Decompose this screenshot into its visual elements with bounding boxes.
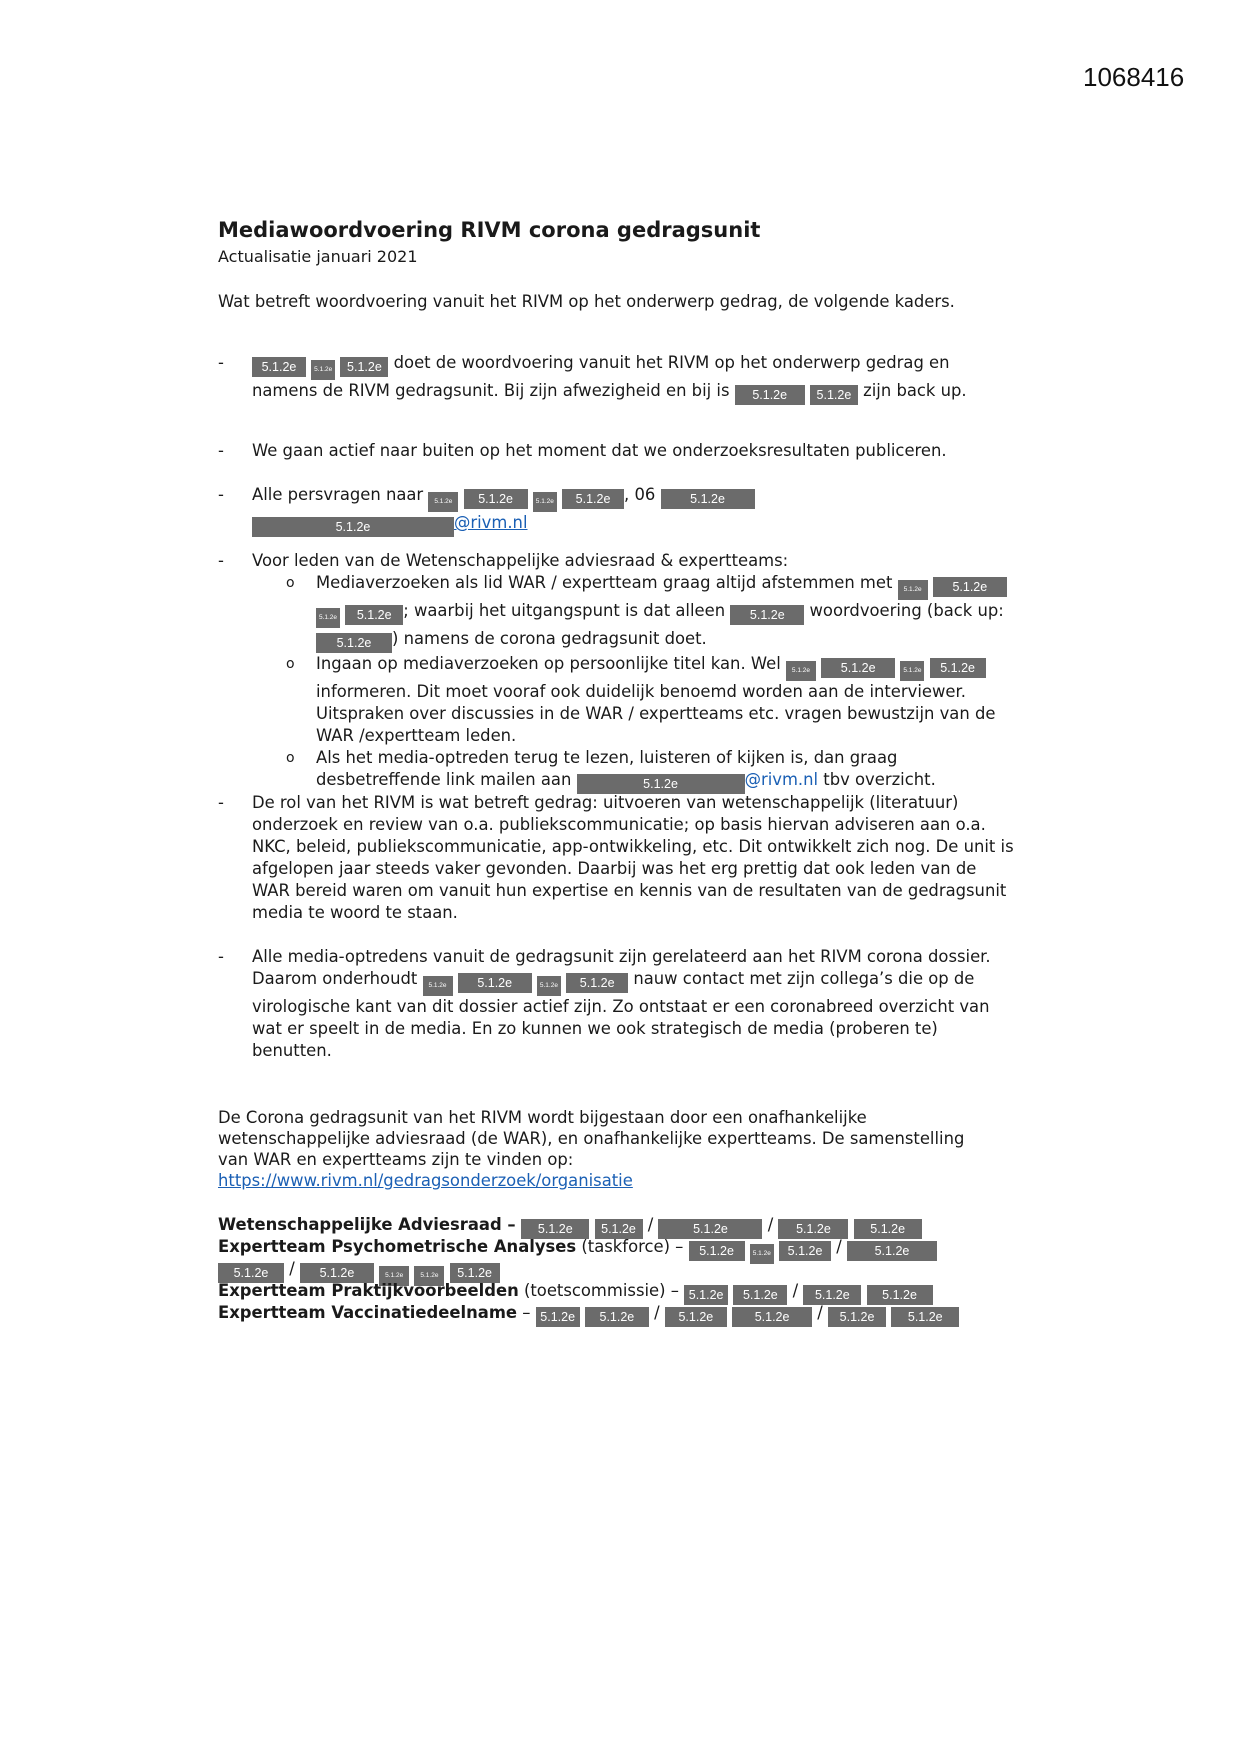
redaction-block: 5.1.2e: [854, 1219, 922, 1239]
redaction-block: 5.1.2e: [661, 489, 755, 509]
page-title: Mediawoordvoering RIVM corona gedragsunit: [218, 218, 761, 242]
list-item-members: [218, 550, 1018, 794]
team-practice: Expertteam Praktijkvoorbeelden (toetscommissie) – 5.1.2e 5.1.2e / 5.1.2e 5.1.2e: [218, 1280, 959, 1302]
redaction-block: 5.1.2e: [730, 605, 804, 625]
redaction-block: 5.1.2e: [786, 661, 816, 681]
list-dash: -: [218, 551, 224, 570]
members-list: [218, 1214, 959, 1324]
redaction-block: 5.1.2e: [803, 1285, 861, 1305]
list-dash: -: [218, 485, 224, 504]
redaction-block: 5.1.2e: [867, 1285, 933, 1305]
list-item-role: [218, 792, 1018, 924]
closing-paragraph: De Corona gedragsunit van het RIVM wordt bijgestaan door een onafhankelijke wetenschappelijke adviesraad (de WAR), en onafhankelijke expertteams. De samenstelling van WAR en expertteams zijn te vinden op:: [218, 1108, 965, 1169]
redaction-block: 5.1.2e: [898, 580, 928, 600]
redaction-block: 5.1.2e: [340, 357, 388, 377]
redaction-block: 5.1.2e: [562, 489, 624, 509]
item-text: We gaan actief naar buiten op het moment dat we onderzoeksresultaten publiceren.: [252, 441, 947, 460]
redaction-block: 5.1.2e: [732, 1307, 812, 1327]
redaction-block: 5.1.2e: [733, 1285, 787, 1305]
redaction-block: 5.1.2e: [521, 1219, 589, 1239]
redaction-block: 5.1.2e: [252, 517, 454, 537]
redaction-block: 5.1.2e: [735, 385, 805, 405]
team-psychometric-continued: 5.1.2e / 5.1.2e 5.1.2e 5.1.2e 5.1.2e: [218, 1258, 959, 1280]
redaction-block: 5.1.2e: [252, 357, 306, 377]
list-dash: -: [218, 353, 224, 372]
team-war: Wetenschappelijke Adviesraad – 5.1.2e 5.1.2e / 5.1.2e / 5.1.2e 5.1.2e: [218, 1214, 959, 1236]
item-text: Voor leden van de Wetenschappelijke adviesraad & expertteams:: [252, 551, 789, 570]
list-item-active: [218, 440, 1018, 462]
list-dash: -: [218, 441, 224, 460]
email-link[interactable]: @rivm.nl: [454, 513, 528, 532]
redaction-block: 5.1.2e: [458, 973, 532, 993]
redaction-block: 5.1.2e: [533, 492, 557, 512]
redaction-block: 5.1.2e: [316, 633, 392, 653]
redaction-block: 5.1.2e: [450, 1263, 500, 1283]
redaction-block: 5.1.2e: [536, 1307, 580, 1327]
redaction-block: 5.1.2e: [684, 1285, 728, 1305]
redaction-block: 5.1.2e: [847, 1241, 937, 1261]
sub-item: o Mediaverzoeken als lid WAR / expertteam graag altijd afstemmen met 5.1.2e 5.1.2e 5.1.2e 5.1.2e ; waarbij het uitgangspunt is dat alleen 5.1.2e woordvoering (back up: 5.1.2e ) namens de corona gedragsunit doet.: [316, 572, 1018, 653]
sub-item: o Ingaan op mediaverzoeken op persoonlijke titel kan. Wel 5.1.2e 5.1.2e 5.1.2e 5.1.2e informeren. Dit moet vooraf ook duidelijk benoemd worden aan de interviewer. Uitspraken over discussies in de WAR / expertteams etc. vragen bewustzijn van de WAR /expertteam leden.: [286, 654, 996, 745]
redaction-block: 5.1.2e: [658, 1219, 762, 1239]
item-text: zijn back up.: [857, 381, 967, 400]
redaction-block: 5.1.2e: [464, 489, 528, 509]
redaction-block: 5.1.2e: [778, 1219, 848, 1239]
bullet-icon: o: [286, 656, 295, 672]
redaction-block: 5.1.2e: [300, 1263, 374, 1283]
intro-paragraph: Wat betreft woordvoering vanuit het RIVM op het onderwerp gedrag, de volgende kaders.: [218, 292, 955, 311]
team-psychometric: Expertteam Psychometrische Analyses (taskforce) – 5.1.2e 5.1.2e 5.1.2e / 5.1.2e: [218, 1236, 959, 1258]
redaction-block: 5.1.2e: [379, 1266, 409, 1286]
item-text: , 06: [624, 485, 661, 504]
sub-item: o Als het media-optreden terug te lezen, luisteren of kijken is, dan graag desbetreffende link mailen aan 5.1.2e @rivm.nl tbv overzicht.: [316, 747, 1018, 794]
team-vaccination: Expertteam Vaccinatiedeelname – 5.1.2e 5.1.2e / 5.1.2e 5.1.2e / 5.1.2e 5.1.2e: [218, 1302, 959, 1324]
redaction-block: 5.1.2e: [316, 608, 340, 628]
list-dash: -: [218, 947, 224, 966]
page-subtitle: Actualisatie januari 2021: [218, 247, 418, 266]
redaction-block: 5.1.2e: [414, 1266, 444, 1286]
item-text: De rol van het RIVM is wat betreft gedrag: uitvoeren van wetenschappelijk (literatuur) onderzoek en review van o.a. publiekscommunicatie; op basis hiervan adviseren aan o.a. NKC, beleid, publiekscommunicatie, app-ontwikkeling, etc. Dit ontwikkelt zich nog. De unit is afgelopen jaar steeds vaker gevonden. Daarbij was het erg prettig dat ook leden van de WAR bereid waren om vanuit hun expertise en kennis van de resultaten van de gedragsunit media te woord te staan.: [252, 793, 1014, 922]
redaction-block: 5.1.2e: [900, 661, 924, 681]
redaction-block: 5.1.2e: [665, 1307, 727, 1327]
redaction-block: 5.1.2e: [566, 973, 628, 993]
redaction-block: 5.1.2e: [595, 1219, 643, 1239]
organisation-link[interactable]: https://www.rivm.nl/gedragsonderzoek/organisatie: [218, 1171, 633, 1190]
item-text: doet de woordvoering vanuit het RIVM op het onderwerp gedrag en namens de RIVM gedragsunit. Bij zijn afwezigheid en bij is: [252, 353, 950, 400]
redaction-block: 5.1.2e: [428, 492, 458, 512]
item-text: Alle persvragen naar: [252, 485, 429, 504]
redaction-block: 5.1.2e: [828, 1307, 886, 1327]
redaction-block: 5.1.2e: [821, 658, 895, 678]
redaction-block: 5.1.2e: [345, 605, 403, 625]
bullet-icon: o: [286, 575, 295, 591]
redaction-block: 5.1.2e: [537, 976, 561, 996]
list-item-dossier: [218, 946, 1018, 1062]
redaction-block: 5.1.2e: [810, 385, 858, 405]
redaction-block: 5.1.2e: [218, 1263, 284, 1283]
email-link[interactable]: @rivm.nl: [744, 770, 819, 789]
redaction-block: 5.1.2e: [930, 658, 986, 678]
redaction-block: 5.1.2e: [311, 360, 335, 380]
redaction-block: 5.1.2e: [585, 1307, 649, 1327]
list-item-press: [218, 484, 1018, 537]
redaction-block: 5.1.2e: [689, 1241, 745, 1261]
redaction-block: 5.1.2e: [933, 577, 1007, 597]
item-text: Alle media-optredens vanuit de gedragsunit zijn gerelateerd aan het RIVM corona dossier. Daarom onderhoudt: [252, 947, 991, 988]
list-item-spokesperson: [218, 352, 1018, 405]
redaction-block: 5.1.2e: [891, 1307, 959, 1327]
redaction-block: 5.1.2e: [779, 1241, 831, 1261]
item-text: nauw contact met zijn collega’s die op de virologische kant van dit dossier actief zijn. Zo ontstaat er een coronabreed overzicht van wat er speelt in de media. En zo kunnen we ook strategisch de media (proberen te) benutten.: [252, 969, 990, 1060]
redaction-block: 5.1.2e: [423, 976, 453, 996]
document-number: 1068416: [1083, 62, 1185, 92]
redaction-block: 5.1.2e: [750, 1244, 774, 1264]
redaction-block: 5.1.2e: [577, 774, 745, 794]
list-dash: -: [218, 793, 224, 812]
bullet-icon: o: [286, 750, 295, 766]
